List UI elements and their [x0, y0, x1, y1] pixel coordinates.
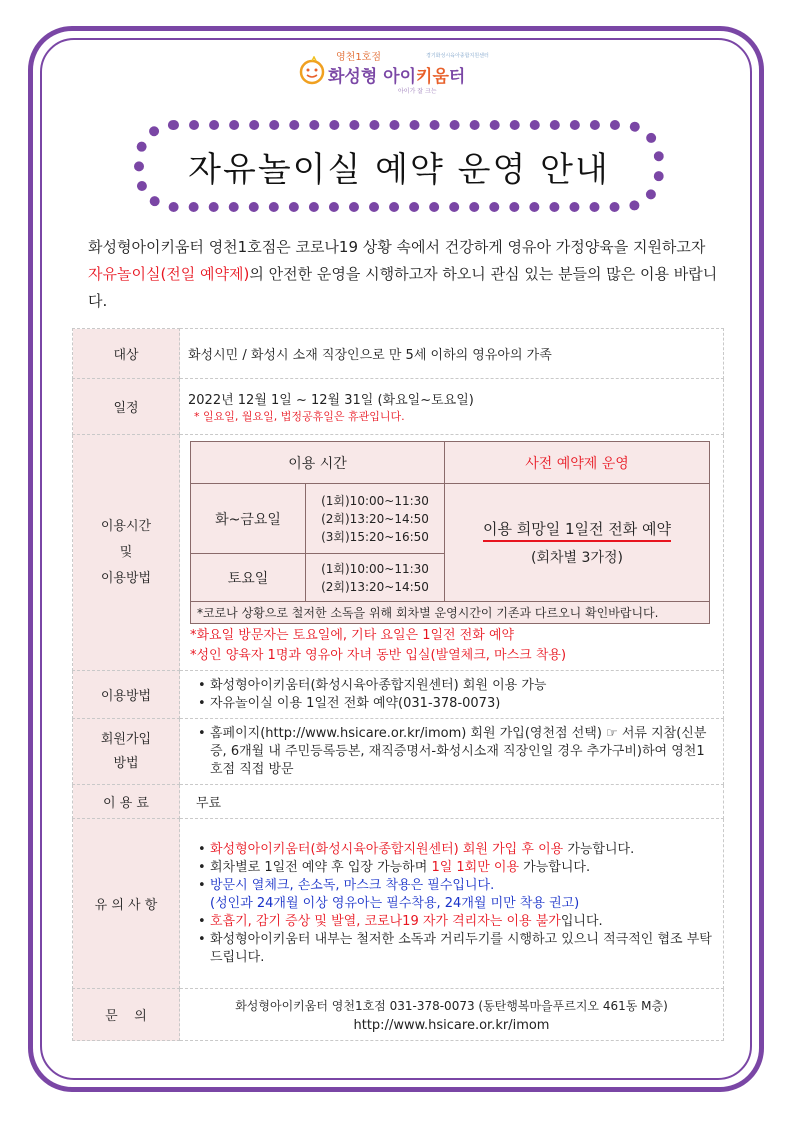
row-schedule: [73, 379, 724, 435]
list-item: • 자유놀이실 이용 1일전 전화 예약(031-378-0073): [198, 695, 715, 713]
value-schedule: 2022년 12월 1일 ~ 12월 31일 (화요일~토요일): [188, 393, 474, 408]
saturday-times: (1회)10:00~11:30 (2회)13:20~14:50: [306, 554, 445, 602]
logo-sub: 아이가 잘 크는: [398, 88, 437, 95]
caution-list: [188, 841, 715, 967]
reservation-header: 사전 예약제 운영: [445, 442, 710, 484]
label-schedule: 일정: [73, 379, 180, 435]
time-red-notes: *화요일 방문자는 토요일에, 기타 요일은 1일전 전화 예약 *성인 양육자 1명과 영유아 자녀 동반 입실(발열체크, 마스크 착용): [190, 628, 567, 663]
intro-highlight: 자유놀이실(전일 예약제): [88, 265, 250, 283]
row-target: [73, 329, 724, 379]
contact-line1: 화성형아이키움터 영천1호점 031-378-0073 (동탄행복마을푸르지오 461동 M층): [235, 998, 668, 1013]
logo-org: 경기화성시육아종합지원센터: [426, 53, 489, 59]
list-item: • 화성형아이키움터(화성시육아종합지원센터) 회원 이용 가능: [198, 677, 715, 695]
covid-note: *코로나 상황으로 철저한 소독을 위해 회차별 운영시간이 기존과 다르오니 확인바랍니다.: [191, 602, 710, 624]
label-method: 이용방법: [73, 671, 180, 719]
method-list: [188, 677, 715, 713]
intro-paragraph: 화성형아이키움터 영천1호점은 코로나19 상황 속에서 건강하게 영유아 가정양육을 지원하고자 자유놀이실(전일 예약제)의 안전한 운영을 시행하고자 하오니 관심 있는 분들의 많은 이용 바랍니다.: [88, 238, 718, 310]
list-item: • 화성형아이키움터(화성시육아종합지원센터) 회원 가입 후 이용 가능합니다.: [198, 841, 715, 859]
contact-url: http://www.hsicare.or.kr/imom: [353, 1017, 550, 1033]
row-join: [73, 719, 724, 785]
row-caution: [73, 819, 724, 989]
label-join: 회원가입 방법: [73, 719, 180, 785]
weekday-label: 화~금요일: [191, 484, 306, 554]
logo-name: 화성형 아이키움터: [328, 67, 466, 87]
time-table: [190, 441, 710, 624]
label-fee: 이 용 료: [73, 785, 180, 819]
logo-branch: 영천1호점: [336, 52, 382, 63]
label-time: 이용시간 및 이용방법: [73, 435, 180, 671]
label-target: 대상: [73, 329, 180, 379]
value-fee: 무료: [180, 785, 724, 819]
page-title: 자유놀이실 예약 운영 안내: [188, 150, 610, 190]
list-item: • 호흡기, 감기 증상 및 발열, 코로나19 자가 격리자는 이용 불가입니다.: [198, 913, 715, 931]
schedule-note: * 일요일, 월요일, 법정공휴일은 휴관입니다.: [194, 410, 405, 423]
row-contact: [73, 989, 724, 1041]
reservation-sub: (회차별 3가정): [531, 550, 623, 566]
list-item: • 화성형아이키움터 내부는 철저한 소독과 거리두기를 시행하고 있으니 적극적인 협조 부탁드립니다.: [198, 931, 715, 967]
row-fee: [73, 785, 724, 819]
label-contact: 문 의: [73, 989, 180, 1041]
row-time: [73, 435, 724, 671]
info-table: [72, 328, 724, 1041]
value-target: 화성시민 / 화성시 소재 직장인으로 만 5세 이하의 영유아의 가족: [180, 329, 724, 379]
row-method: [73, 671, 724, 719]
time-header: 이용 시간: [191, 442, 445, 484]
reservation-main: 이용 희망일 1일전 전화 예약: [483, 520, 671, 542]
reservation-cell: [445, 484, 710, 602]
saturday-label: 토요일: [191, 554, 306, 602]
label-caution: 유 의 사 항: [73, 819, 180, 989]
logo: [298, 48, 518, 104]
join-text: • 홈페이지(http://www.hsicare.or.kr/imom) 회원 가입(영천점 선택) ☞ 서류 지참(신분증, 6개월 내 주민등록등본, 재직증명서-화성시소재 직장인일 경우 추가구비)하여 영천1호점 직접 방문: [198, 725, 715, 779]
smiley-icon: [298, 56, 328, 86]
list-item: • 회차별로 1일전 예약 후 입장 가능하며 1일 1회만 이용 가능합니다.: [198, 859, 715, 877]
weekday-times: (1회)10:00~11:30 (2회)13:20~14:50 (3회)15:20~16:50: [306, 484, 445, 554]
list-item: • 방문시 열체크, 손소독, 마스크 착용은 필수입니다. (성인과 24개월 이상 영유아는 필수착용, 24개월 미만 착용 권고): [198, 877, 715, 913]
